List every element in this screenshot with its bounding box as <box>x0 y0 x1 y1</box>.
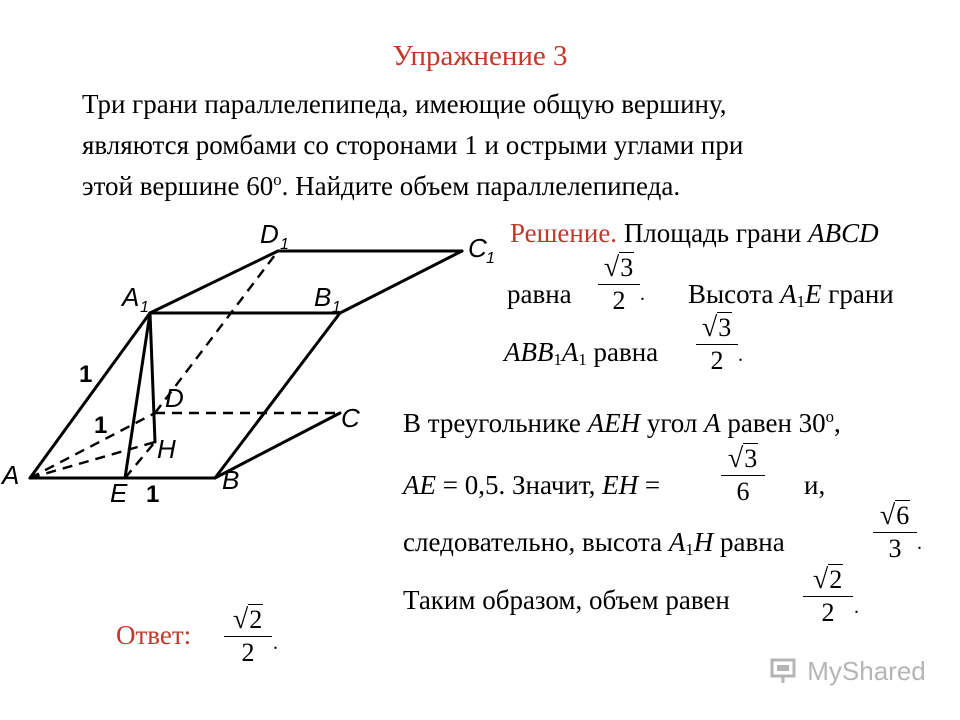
solution-line-2a: равна <box>507 279 572 309</box>
fraction-sqrt3-over-2-a: √3 2 <box>598 252 640 317</box>
exercise-title: Упражнение 3 <box>392 40 568 72</box>
label-A: A <box>2 460 20 490</box>
label-C1: C <box>468 233 487 263</box>
label-C1-sub: 1 <box>486 250 495 267</box>
edge-length-bottom: 1 <box>146 481 160 508</box>
fraction-sqrt3-over-2-b: √3 2 <box>696 312 738 377</box>
label-A1-sub: 1 <box>140 299 149 316</box>
solution-label: Решение. <box>510 218 618 248</box>
problem-line-1: Три грани параллелепипеда, имеющие общую вершину, <box>82 89 727 119</box>
label-B1-sub: 1 <box>332 299 341 316</box>
edge-length-mid: 1 <box>94 412 108 439</box>
solution-line-3: $ABB_1A_1$ равна <box>504 337 659 370</box>
label-H: H <box>157 434 176 464</box>
solution-line-7: Таким образом, объем равен <box>403 585 730 615</box>
problem-line-3: этой вершине $60^о$. Найдите объем параллелепипеда. <box>82 169 681 201</box>
label-D: D <box>165 383 184 413</box>
label-D1: D <box>260 219 279 249</box>
label-E: E <box>110 478 128 508</box>
solution-line-5a: AE = 0,5. Значит, EH = <box>403 470 661 500</box>
label-C: C <box>341 403 360 433</box>
problem-line-2: являются ромбами со сторонами 1 и острыми углами при <box>82 130 744 160</box>
fraction-sqrt3-over-6: √3 6 <box>721 443 765 508</box>
edge-length-left: 1 <box>79 361 93 388</box>
fraction-sqrt2-over-2-a: √2 2 <box>803 564 853 629</box>
solution-line-2b: Высота $A_1E$ грани <box>688 279 894 312</box>
solution-line-6: следовательно, высота $A_1H$ равна <box>403 527 785 560</box>
fraction-sqrt6-over-3: √6 3 <box>873 500 917 565</box>
solution-line-4: В треугольнике AEH угол A равен $30^о$, <box>403 406 841 438</box>
watermark-logo: MyShared <box>770 656 926 687</box>
solution-line-5b: и, <box>804 470 826 500</box>
label-B1: B <box>314 282 332 312</box>
answer-label: Ответ: <box>116 620 192 650</box>
label-A1: A <box>122 282 140 312</box>
solution-line-1: Решение. Площадь грани ABCD <box>510 218 879 248</box>
label-D1-sub: 1 <box>280 236 289 253</box>
label-B: B <box>222 465 240 495</box>
problem-statement <box>82 84 743 207</box>
presentation-icon <box>770 658 800 684</box>
fraction-sqrt2-over-2-answer: √2 2 <box>224 604 272 669</box>
